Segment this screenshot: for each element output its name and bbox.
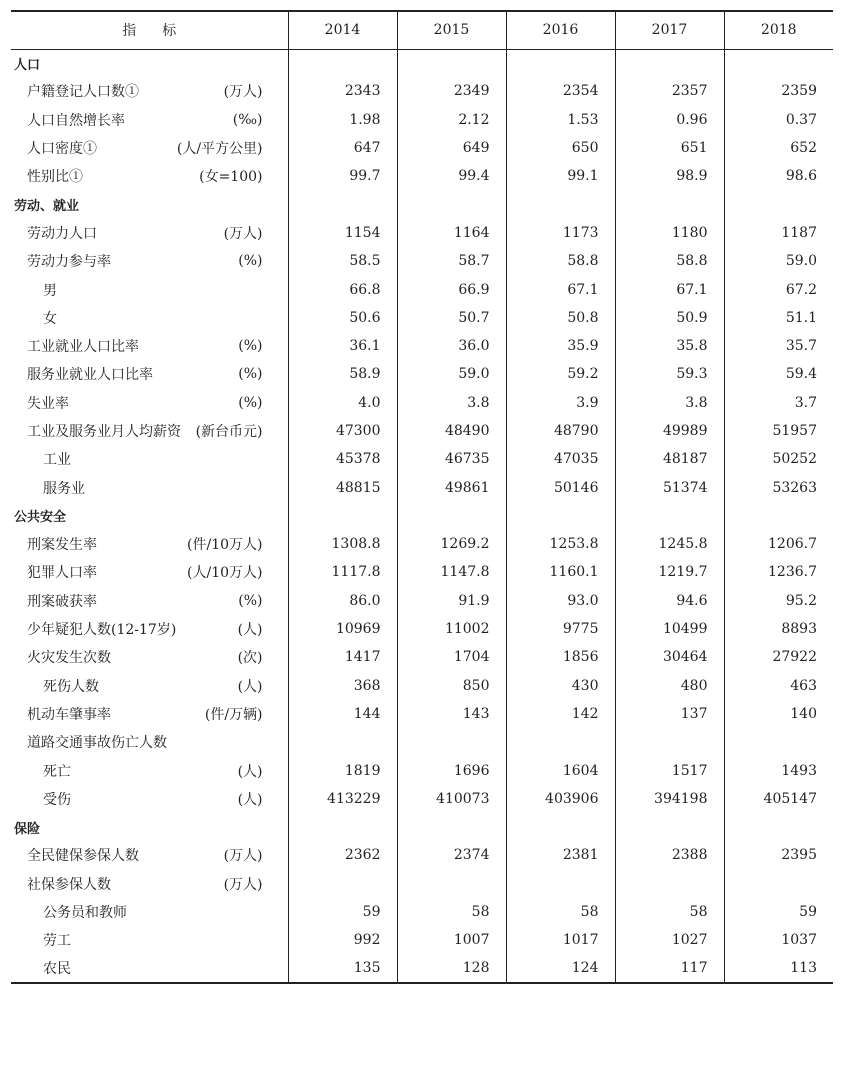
value-cell: 27922 — [724, 643, 833, 671]
unit-label: (‰) — [232, 111, 263, 128]
value-cell — [397, 870, 506, 898]
value-cell: 48815 — [288, 473, 397, 501]
row-label-cell — [11, 672, 288, 700]
value-cell: 95.2 — [724, 587, 833, 615]
value-cell: 59 — [288, 898, 397, 926]
row-label-cell — [11, 785, 288, 813]
table-row — [11, 926, 833, 954]
indicator-label: 犯罪人口率 — [27, 565, 97, 582]
row-label-cell — [11, 587, 288, 615]
value-cell: 405147 — [724, 785, 833, 813]
value-cell: 647 — [288, 134, 397, 162]
section-title: 公共安全 — [14, 510, 67, 526]
value-cell: 410073 — [397, 785, 506, 813]
unit-label: (%) — [238, 366, 263, 383]
indicator-label: 农民 — [43, 961, 71, 978]
value-cell: 50252 — [724, 445, 833, 473]
value-cell — [506, 502, 615, 530]
value-cell: 463 — [724, 672, 833, 700]
value-cell — [506, 190, 615, 218]
value-cell — [615, 190, 724, 218]
year-header: 2018 — [724, 11, 833, 49]
value-cell: 1117.8 — [288, 558, 397, 586]
unit-label: (人/平方公里) — [176, 141, 263, 158]
row-label-cell — [11, 530, 288, 558]
unit-label: (%) — [238, 394, 263, 411]
value-cell: 1180 — [615, 219, 724, 247]
row-label-cell — [11, 77, 288, 105]
value-cell: 0.96 — [615, 106, 724, 134]
value-cell: 143 — [397, 700, 506, 728]
value-cell: 47035 — [506, 445, 615, 473]
indicator-label: 工业 — [43, 452, 71, 469]
value-cell: 48790 — [506, 417, 615, 445]
value-cell: 93.0 — [506, 587, 615, 615]
value-cell: 1704 — [397, 643, 506, 671]
value-cell: 58.8 — [506, 247, 615, 275]
row-label-cell — [11, 473, 288, 501]
table-row — [11, 77, 833, 105]
table-row — [11, 587, 833, 615]
value-cell: 3.8 — [615, 389, 724, 417]
value-cell: 140 — [724, 700, 833, 728]
value-cell: 2354 — [506, 77, 615, 105]
value-cell: 430 — [506, 672, 615, 700]
value-cell: 1147.8 — [397, 558, 506, 586]
header-row — [11, 11, 833, 49]
value-cell: 50.9 — [615, 304, 724, 332]
value-cell: 1696 — [397, 756, 506, 784]
row-label-cell — [11, 898, 288, 926]
row-label-cell — [11, 134, 288, 162]
indicator-label: 工业就业人口比率 — [27, 339, 139, 356]
value-cell — [397, 502, 506, 530]
value-cell: 1017 — [506, 926, 615, 954]
indicator-label: 死亡 — [43, 763, 71, 780]
year-header: 2015 — [397, 11, 506, 49]
table-row — [11, 360, 833, 388]
unit-label: (%) — [238, 338, 263, 355]
table-row — [11, 473, 833, 501]
value-cell: 137 — [615, 700, 724, 728]
value-cell: 98.6 — [724, 162, 833, 190]
table-row — [11, 389, 833, 417]
row-label-cell — [11, 615, 288, 643]
value-cell: 99.4 — [397, 162, 506, 190]
value-cell: 58 — [615, 898, 724, 926]
unit-label: (%) — [238, 253, 263, 270]
value-cell: 1164 — [397, 219, 506, 247]
value-cell: 1269.2 — [397, 530, 506, 558]
value-cell: 1417 — [288, 643, 397, 671]
value-cell: 36.1 — [288, 332, 397, 360]
indicator-label: 死伤人数 — [43, 678, 99, 695]
unit-label: (人) — [237, 678, 263, 695]
value-cell: 99.7 — [288, 162, 397, 190]
value-cell: 1856 — [506, 643, 615, 671]
indicator-label: 性别比① — [27, 169, 83, 186]
value-cell: 403906 — [506, 785, 615, 813]
unit-label: (万人) — [223, 848, 263, 865]
value-cell: 3.9 — [506, 389, 615, 417]
year-header: 2016 — [506, 11, 615, 49]
row-label-cell — [11, 275, 288, 303]
table-row — [11, 785, 833, 813]
value-cell: 1037 — [724, 926, 833, 954]
row-label-cell — [11, 332, 288, 360]
value-cell — [724, 190, 833, 218]
value-cell — [615, 813, 724, 841]
value-cell: 11002 — [397, 615, 506, 643]
value-cell — [397, 49, 506, 77]
value-cell: 51.1 — [724, 304, 833, 332]
value-cell: 53263 — [724, 473, 833, 501]
indicator-label: 服务业 — [43, 480, 85, 497]
value-cell — [724, 813, 833, 841]
value-cell: 1206.7 — [724, 530, 833, 558]
row-label-cell — [11, 247, 288, 275]
value-cell: 1245.8 — [615, 530, 724, 558]
value-cell: 59.0 — [724, 247, 833, 275]
value-cell: 66.8 — [288, 275, 397, 303]
indicator-label: 刑案破获率 — [27, 593, 97, 610]
value-cell: 50146 — [506, 473, 615, 501]
row-label-cell — [11, 190, 288, 218]
row-label-cell — [11, 700, 288, 728]
indicator-label: 户籍登记人口数① — [27, 84, 139, 101]
value-cell: 413229 — [288, 785, 397, 813]
value-cell: 49989 — [615, 417, 724, 445]
value-cell: 8893 — [724, 615, 833, 643]
table-row — [11, 643, 833, 671]
indicator-label: 少年疑犯人数(12-17岁) — [27, 622, 177, 639]
value-cell: 2357 — [615, 77, 724, 105]
value-cell — [506, 870, 615, 898]
value-cell: 86.0 — [288, 587, 397, 615]
indicator-header — [11, 11, 288, 49]
value-cell: 51374 — [615, 473, 724, 501]
row-label-cell — [11, 389, 288, 417]
value-cell: 1517 — [615, 756, 724, 784]
value-cell: 135 — [288, 955, 397, 983]
value-cell: 48490 — [397, 417, 506, 445]
value-cell: 30464 — [615, 643, 724, 671]
table-row — [11, 728, 833, 756]
value-cell: 59.3 — [615, 360, 724, 388]
section-title: 保险 — [14, 821, 41, 837]
section-title: 人口 — [14, 57, 41, 73]
unit-label: (件/10万人) — [187, 537, 263, 554]
table-row — [11, 275, 833, 303]
value-cell: 1253.8 — [506, 530, 615, 558]
value-cell: 50.8 — [506, 304, 615, 332]
value-cell: 651 — [615, 134, 724, 162]
value-cell: 59.4 — [724, 360, 833, 388]
unit-label: (万人) — [223, 225, 263, 242]
value-cell — [724, 49, 833, 77]
value-cell: 1173 — [506, 219, 615, 247]
unit-label: (人) — [237, 622, 263, 639]
table-row — [11, 870, 833, 898]
value-cell — [615, 502, 724, 530]
section-header-row — [11, 49, 833, 77]
table-row — [11, 417, 833, 445]
value-cell: 128 — [397, 955, 506, 983]
value-cell: 480 — [615, 672, 724, 700]
value-cell: 59 — [724, 898, 833, 926]
value-cell — [615, 49, 724, 77]
table-row — [11, 898, 833, 926]
value-cell — [506, 49, 615, 77]
unit-label: (万人) — [223, 876, 263, 893]
value-cell: 1236.7 — [724, 558, 833, 586]
table-row — [11, 756, 833, 784]
value-cell: 2359 — [724, 77, 833, 105]
row-label-cell — [11, 445, 288, 473]
value-cell: 1027 — [615, 926, 724, 954]
row-label-cell — [11, 304, 288, 332]
value-cell: 2381 — [506, 841, 615, 869]
table-body — [11, 49, 833, 983]
value-cell: 113 — [724, 955, 833, 983]
row-label-cell — [11, 49, 288, 77]
table-row — [11, 162, 833, 190]
value-cell: 652 — [724, 134, 833, 162]
row-label-cell — [11, 643, 288, 671]
value-cell: 144 — [288, 700, 397, 728]
row-label-cell — [11, 756, 288, 784]
year-header: 2014 — [288, 11, 397, 49]
value-cell: 2343 — [288, 77, 397, 105]
value-cell: 59.2 — [506, 360, 615, 388]
unit-label: (人/10万人) — [187, 565, 263, 582]
value-cell: 36.0 — [397, 332, 506, 360]
indicator-label: 道路交通事故伤亡人数 — [27, 735, 167, 752]
value-cell: 50.7 — [397, 304, 506, 332]
value-cell: 51957 — [724, 417, 833, 445]
value-cell — [724, 870, 833, 898]
table-row — [11, 247, 833, 275]
value-cell: 35.8 — [615, 332, 724, 360]
table-row — [11, 955, 833, 983]
table-row — [11, 841, 833, 869]
value-cell: 124 — [506, 955, 615, 983]
value-cell: 1493 — [724, 756, 833, 784]
indicator-label: 女 — [43, 310, 57, 327]
indicator-label: 全民健保参保人数 — [27, 848, 139, 865]
value-cell: 9775 — [506, 615, 615, 643]
value-cell: 67.1 — [615, 275, 724, 303]
value-cell: 58.5 — [288, 247, 397, 275]
table-row — [11, 332, 833, 360]
indicator-label: 劳动力人口 — [27, 225, 97, 242]
unit-label: (人) — [237, 791, 263, 808]
value-cell: 58.7 — [397, 247, 506, 275]
unit-label: (万人) — [223, 84, 263, 101]
table-row — [11, 304, 833, 332]
value-cell: 1.98 — [288, 106, 397, 134]
value-cell: 49861 — [397, 473, 506, 501]
value-cell: 47300 — [288, 417, 397, 445]
value-cell: 2395 — [724, 841, 833, 869]
value-cell: 1154 — [288, 219, 397, 247]
value-cell: 2362 — [288, 841, 397, 869]
row-label-cell — [11, 417, 288, 445]
value-cell: 10499 — [615, 615, 724, 643]
indicator-label: 人口密度① — [27, 141, 97, 158]
row-label-cell — [11, 162, 288, 190]
unit-label: (新台币元) — [195, 424, 263, 440]
table-row — [11, 219, 833, 247]
value-cell: 59.0 — [397, 360, 506, 388]
value-cell: 94.6 — [615, 587, 724, 615]
value-cell: 0.37 — [724, 106, 833, 134]
table-row — [11, 530, 833, 558]
indicator-label: 刑案发生率 — [27, 537, 97, 554]
value-cell: 67.2 — [724, 275, 833, 303]
value-cell: 58.8 — [615, 247, 724, 275]
section-header-row — [11, 502, 833, 530]
value-cell: 3.8 — [397, 389, 506, 417]
value-cell: 650 — [506, 134, 615, 162]
value-cell: 1604 — [506, 756, 615, 784]
value-cell: 35.7 — [724, 332, 833, 360]
value-cell: 992 — [288, 926, 397, 954]
indicator-label: 受伤 — [43, 791, 71, 808]
row-label-cell — [11, 106, 288, 134]
section-header-row — [11, 190, 833, 218]
value-cell: 3.7 — [724, 389, 833, 417]
value-cell: 67.1 — [506, 275, 615, 303]
value-cell — [397, 813, 506, 841]
value-cell: 58 — [506, 898, 615, 926]
table-row — [11, 106, 833, 134]
indicator-header-label: 指标 — [122, 23, 203, 40]
indicator-label: 服务业就业人口比率 — [27, 367, 153, 384]
value-cell: 1187 — [724, 219, 833, 247]
unit-label: (女=100) — [199, 169, 263, 186]
indicator-label: 社保参保人数 — [27, 876, 111, 893]
unit-label: (次) — [237, 650, 263, 667]
value-cell — [724, 502, 833, 530]
value-cell: 98.9 — [615, 162, 724, 190]
row-label-cell — [11, 728, 288, 756]
value-cell — [506, 813, 615, 841]
value-cell — [288, 870, 397, 898]
table-header — [11, 11, 833, 49]
indicator-label: 人口自然增长率 — [27, 112, 125, 129]
table-row — [11, 445, 833, 473]
value-cell — [724, 728, 833, 756]
value-cell: 58.9 — [288, 360, 397, 388]
value-cell: 99.1 — [506, 162, 615, 190]
value-cell: 48187 — [615, 445, 724, 473]
value-cell — [288, 49, 397, 77]
indicator-label: 公务员和教师 — [43, 905, 127, 922]
value-cell: 2374 — [397, 841, 506, 869]
row-label-cell — [11, 870, 288, 898]
value-cell — [397, 190, 506, 218]
value-cell — [506, 728, 615, 756]
value-cell — [615, 870, 724, 898]
table-row — [11, 558, 833, 586]
value-cell: 1007 — [397, 926, 506, 954]
value-cell: 35.9 — [506, 332, 615, 360]
value-cell: 117 — [615, 955, 724, 983]
table-row — [11, 134, 833, 162]
value-cell: 850 — [397, 672, 506, 700]
value-cell: 1308.8 — [288, 530, 397, 558]
row-label-cell — [11, 813, 288, 841]
value-cell: 649 — [397, 134, 506, 162]
year-header: 2017 — [615, 11, 724, 49]
value-cell: 394198 — [615, 785, 724, 813]
value-cell: 1219.7 — [615, 558, 724, 586]
unit-label: (件/万辆) — [204, 706, 263, 723]
table-row — [11, 615, 833, 643]
value-cell: 1160.1 — [506, 558, 615, 586]
value-cell: 46735 — [397, 445, 506, 473]
row-label-cell — [11, 360, 288, 388]
value-cell — [288, 502, 397, 530]
value-cell: 50.6 — [288, 304, 397, 332]
value-cell: 1.53 — [506, 106, 615, 134]
table-row — [11, 700, 833, 728]
indicator-label: 劳动力参与率 — [27, 254, 111, 271]
table-row — [11, 672, 833, 700]
value-cell — [397, 728, 506, 756]
value-cell: 4.0 — [288, 389, 397, 417]
value-cell — [288, 813, 397, 841]
unit-label: (人) — [237, 763, 263, 780]
value-cell: 1819 — [288, 756, 397, 784]
row-label-cell — [11, 558, 288, 586]
value-cell: 91.9 — [397, 587, 506, 615]
indicator-label: 工业及服务业月人均薪资 — [27, 424, 181, 440]
value-cell — [615, 728, 724, 756]
value-cell — [288, 728, 397, 756]
value-cell: 2.12 — [397, 106, 506, 134]
section-header-row — [11, 813, 833, 841]
indicator-label: 机动车肇事率 — [27, 706, 111, 723]
indicator-label: 失业率 — [27, 395, 69, 412]
value-cell: 66.9 — [397, 275, 506, 303]
value-cell: 142 — [506, 700, 615, 728]
row-label-cell — [11, 219, 288, 247]
indicator-label: 劳工 — [43, 933, 71, 950]
value-cell: 58 — [397, 898, 506, 926]
row-label-cell — [11, 926, 288, 954]
value-cell: 2349 — [397, 77, 506, 105]
value-cell: 368 — [288, 672, 397, 700]
unit-label: (%) — [238, 592, 263, 609]
row-label-cell — [11, 841, 288, 869]
statistics-table — [11, 10, 833, 984]
value-cell: 2388 — [615, 841, 724, 869]
value-cell: 45378 — [288, 445, 397, 473]
indicator-label: 男 — [43, 282, 57, 299]
section-title: 劳动、就业 — [14, 199, 80, 215]
indicator-label: 火灾发生次数 — [27, 650, 111, 667]
row-label-cell — [11, 502, 288, 530]
value-cell: 10969 — [288, 615, 397, 643]
value-cell — [288, 190, 397, 218]
row-label-cell — [11, 955, 288, 983]
